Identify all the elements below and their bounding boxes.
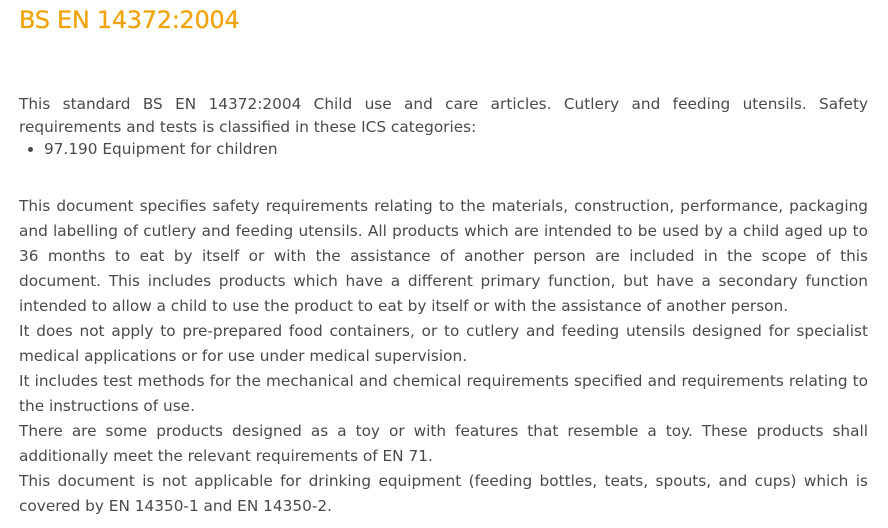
toy-requirements-paragraph: There are some products designed as a toy or with features that resemble a toy. These products shall additionally meet the relevant requirements of EN 71. xyxy=(19,422,868,465)
ics-intro-text: This standard BS EN 14372:2004 Child use and care articles. Cutlery and feeding utensils. Safety requirements and tests is classified in these ICS categories: xyxy=(19,95,868,136)
ics-category-item: • 97.190 Equipment for children xyxy=(44,138,868,161)
scope-paragraph: This document specifies safety requirements relating to the materials, construction, performance, packaging and labelling of cutlery and feeding utensils. All products which are intended to be used by a child aged up to 36 months to eat by itself or with the assistance of another person are included in the scope of this document. This includes products which have a different primary function, but have a secondary function intended to allow a child to use the product to eat by itself or with the assistance of another person. xyxy=(19,197,868,315)
ics-category-list xyxy=(19,138,868,161)
scope-description xyxy=(19,194,868,519)
test-methods-paragraph: It includes test methods for the mechanical and chemical requirements specified and requirements relating to the instructions of use. xyxy=(19,372,868,415)
drinking-equipment-paragraph: This document is not applicable for drinking equipment (feeding bottles, teats, spouts, and cups) which is covered by EN 14350-1 and EN 14350-2. xyxy=(19,472,868,515)
page-title: BS EN 14372:2004 xyxy=(19,6,240,34)
ics-classification xyxy=(19,93,868,161)
exclusions-paragraph: It does not apply to pre-prepared food containers, or to cutlery and feeding utensils designed for specialist medical applications or for use under medical supervision. xyxy=(19,322,868,365)
